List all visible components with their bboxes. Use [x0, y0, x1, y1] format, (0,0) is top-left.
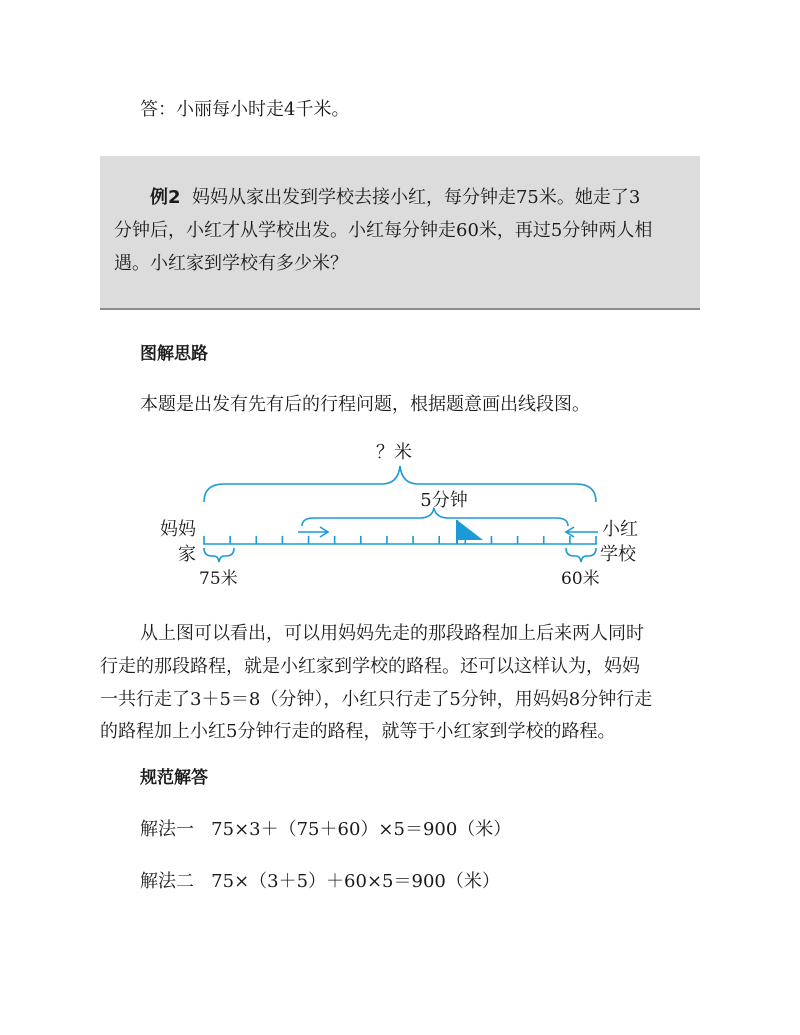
explanation-line-4: 的路程加上小红5分钟行走的路程，就等于小红家到学校的路程。: [100, 721, 616, 742]
example-label: 例2: [150, 187, 181, 208]
intro-text: 本题是出发有先有后的行程问题，根据题意画出线段图。: [140, 394, 590, 415]
method-1-label: 解法一: [140, 819, 194, 840]
method-1-expression: 75×3＋（75＋60）×5＝900（米）: [211, 819, 512, 840]
total-label: ？米: [376, 442, 412, 463]
explanation-line-1: 从上图可以看出，可以用妈妈先走的那段路程加上后来两人同时: [140, 623, 644, 644]
example-line-1: [150, 186, 640, 210]
answer-line: 答：小丽每小时走4千米。: [140, 99, 350, 120]
right-segment-label: 60米: [561, 569, 600, 589]
example-line-2: 分钟后，小红才从学校出发。小红每分钟走60米，再过5分钟两人相: [114, 220, 653, 241]
time-label: 5分钟: [420, 490, 468, 511]
method-1: [140, 818, 511, 842]
left-segment-brace: [204, 548, 234, 562]
explanation-line-3: 一共行走了3＋5＝8（分钟），小红只行走了5分钟，用妈妈8分钟行走: [100, 689, 653, 710]
method-2: [140, 870, 500, 894]
line-segment-diagram: [0, 432, 800, 592]
example-box: [100, 156, 700, 310]
method-2-label: 解法二: [140, 871, 194, 892]
example-text-1: 妈妈从家出发到学校去接小红，每分钟走75米。她走了3: [191, 187, 641, 208]
right-label-2: 学校: [600, 544, 636, 565]
example-line-3: 遇。小红家到学校有多少米？: [114, 253, 348, 274]
section-heading-2: 规范解答: [140, 768, 208, 788]
right-label-1: 小红: [602, 519, 638, 540]
total-brace: [204, 466, 596, 502]
left-label-1: 妈妈: [160, 519, 196, 540]
right-segment-brace: [566, 548, 596, 562]
explanation-line-2: 行走的那段路程，就是小红家到学校的路程。还可以这样认为，妈妈: [100, 656, 640, 677]
left-label-2: 家: [178, 544, 196, 565]
left-segment-label: 75米: [199, 569, 238, 589]
section-heading-1: 图解思路: [140, 344, 208, 364]
method-2-expression: 75×（3＋5）＋60×5＝900（米）: [211, 871, 500, 892]
meeting-flag-icon: [457, 520, 483, 540]
